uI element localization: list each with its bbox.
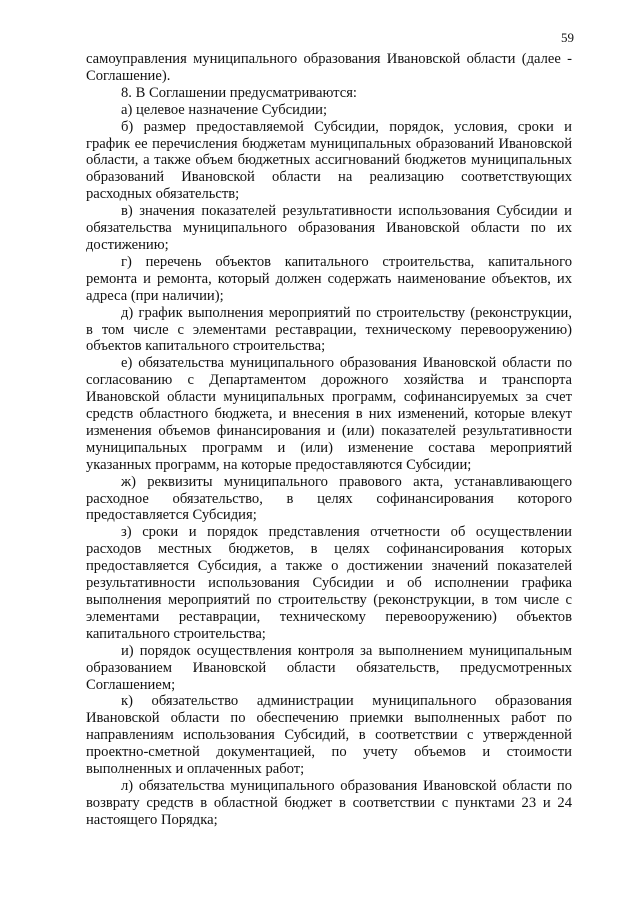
paragraph-section-8: 8. В Соглашении предусматриваются: xyxy=(121,84,357,101)
page-number: 59 xyxy=(561,30,574,45)
paragraph-item-v: в) значения показателей результативности использования Субсидии и обязательства муниципального образования Ивановской области по их достижению; xyxy=(86,203,572,253)
paragraph-item-b: б) размер предоставляемой Субсидии, порядок, условия, сроки и график ее перечисления бюджетам муниципальных образований Ивановской области, а также объем бюджетных ассигнований бюджетов муниципальных образований Ивановской области на реализацию соответствующих расходных обязательств; xyxy=(86,118,572,203)
paragraph-continuation: самоуправления муниципального образования Ивановской области (далее - Соглашение). xyxy=(86,51,572,84)
paragraph-item-z: з) сроки и порядок представления отчетности об осуществлении расходов местных бюджетов, в целях софинансирования которых предоставляется Субсидия, а также о достижении значений показателей результативности использования Субсидии и об исполнении графика выполнения мероприятий по строительству (реконструкции, в том числе с элементами реставрации, техническому перевооружению) объектов капитального строительства; xyxy=(86,524,572,642)
paragraph-item-k: к) обязательство администрации муниципального образования Ивановской области по обеспечению приемки выполненных работ по направлениям использования Субсидий, в соответствии с утвержденной проектно-сметной документацией, по учету объемов и стоимости выполненных и оплаченных работ; xyxy=(86,693,572,778)
paragraph-item-zh: ж) реквизиты муниципального правового акта, устанавливающего расходное обязательство, в целях софинансирования которого предоставляется Субсидия; xyxy=(86,473,572,524)
document-body xyxy=(86,51,572,829)
paragraph-item-l: л) обязательства муниципального образования Ивановской области по возврату средств в областной бюджет в соответствии с пунктами 23 и 24 настоящего Порядка; xyxy=(86,777,572,828)
paragraph-item-i: и) порядок осуществления контроля за выполнением муниципальным образованием Ивановской области обязательств, предусмотренных Соглашением; xyxy=(86,642,572,693)
paragraph-item-a: а) целевое назначение Субсидии; xyxy=(121,101,328,118)
paragraph-item-d: д) график выполнения мероприятий по строительству (реконструкции, в том числе с элементами реставрации, техническому перевооружению) объектов капитального строительства; xyxy=(86,304,572,355)
paragraph-item-e: е) обязательства муниципального образования Ивановской области по согласованию с Департаментом дорожного хозяйства и транспорта Ивановской области муниципальных программ, софинансируемых за счет средств областного бюджета, и внесения в них изменений, которые влекут изменения объемов финансирования и (или) показателей результативности муниципальных программ и (или) изменение состава мероприятий указанных программ, на которые предоставляются Субсидии; xyxy=(86,355,572,473)
paragraph-item-g: г) перечень объектов капитального строительства, капитального ремонта и ремонта, который должен содержать наименование объектов, их адреса (при наличии); xyxy=(86,253,572,304)
